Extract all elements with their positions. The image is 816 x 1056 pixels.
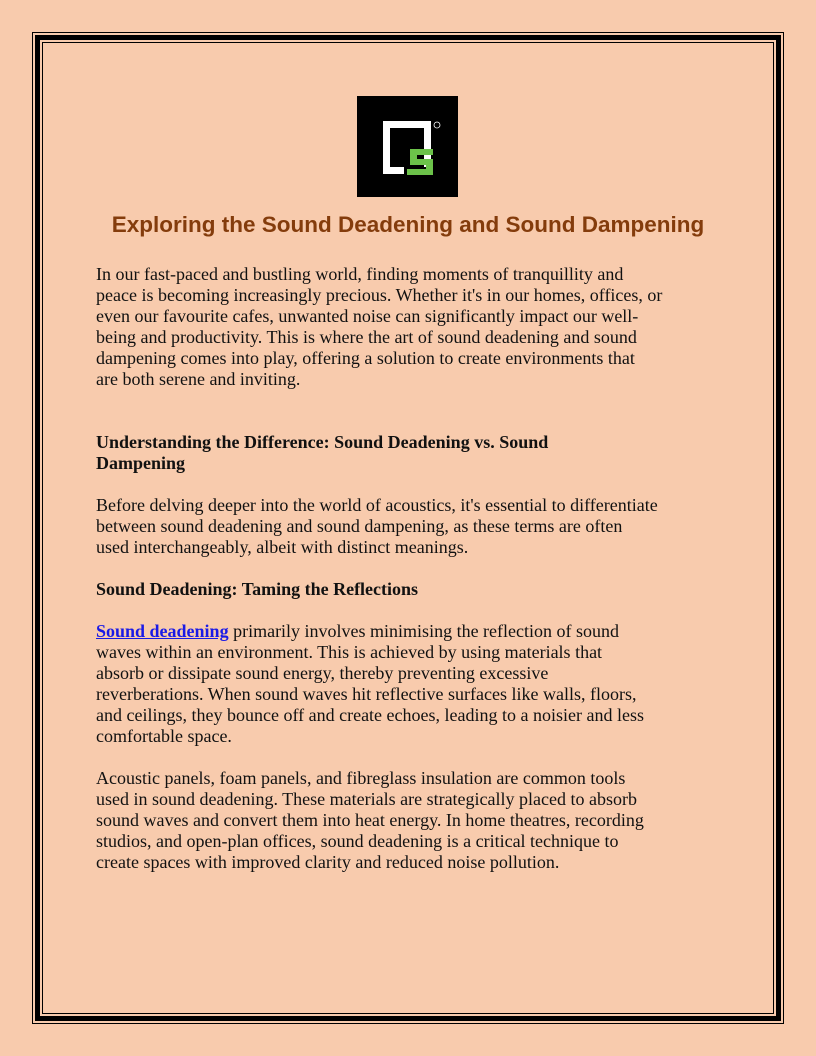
text-line: being and productivity. This is where the art of sound deadening and sound [96,327,637,347]
deadening-paragraph [96,621,736,747]
section-heading-difference [96,432,736,474]
text-line: peace is becoming increasingly precious. Whether it's in our homes, offices, or [96,285,663,305]
text-line: Sound Deadening: Taming the Reflections [96,579,419,599]
text-line: Acoustic panels, foam panels, and fibreglass insulation are common tools [96,768,626,788]
text-line: Dampening [96,453,186,473]
company-logo [357,96,458,197]
section-heading-deadening [96,579,736,600]
text-line: used interchangeably, albeit with distinct meanings. [96,537,469,557]
text-line: absorb or dissipate sound energy, thereby preventing excessive [96,663,549,683]
logo-icon [357,96,458,197]
text-line: waves within an environment. This is achieved by using materials that [96,642,603,662]
text-line: between sound deadening and sound dampening, as these terms are often [96,516,623,536]
text-line: are both serene and inviting. [96,369,301,389]
text-line-rest: primarily involves minimising the reflection of sound [228,621,620,641]
text-line: studios, and open-plan offices, sound deadening is a critical technique to [96,831,619,851]
document-body [96,264,736,894]
sound-deadening-link[interactable]: Sound deadening [96,621,229,641]
text-line: dampening comes into play, offering a solution to create environments that [96,348,635,368]
text-line: comfortable space. [96,726,232,746]
text-line: reverberations. When sound waves hit reflective surfaces like walls, floors, [96,684,637,704]
text-line [96,621,736,642]
text-line: Before delving deeper into the world of acoustics, it's essential to differentiate [96,495,658,515]
difference-paragraph [96,495,736,558]
text-line: used in sound deadening. These materials are strategically placed to absorb [96,789,637,809]
text-line: and ceilings, they bounce off and create echoes, leading to a noisier and less [96,705,644,725]
text-line: even our favourite cafes, unwanted noise can significantly impact our well- [96,306,639,326]
document-title: Exploring the Sound Deadening and Sound Dampening [111,212,705,237]
text-line: create spaces with improved clarity and reduced noise pollution. [96,852,560,872]
intro-paragraph [96,264,736,390]
text-line: In our fast-paced and bustling world, finding moments of tranquillity and [96,264,624,284]
text-line: Understanding the Difference: Sound Deadening vs. Sound [96,432,549,452]
tools-paragraph [96,768,736,873]
text-line: sound waves and convert them into heat energy. In home theatres, recording [96,810,644,830]
